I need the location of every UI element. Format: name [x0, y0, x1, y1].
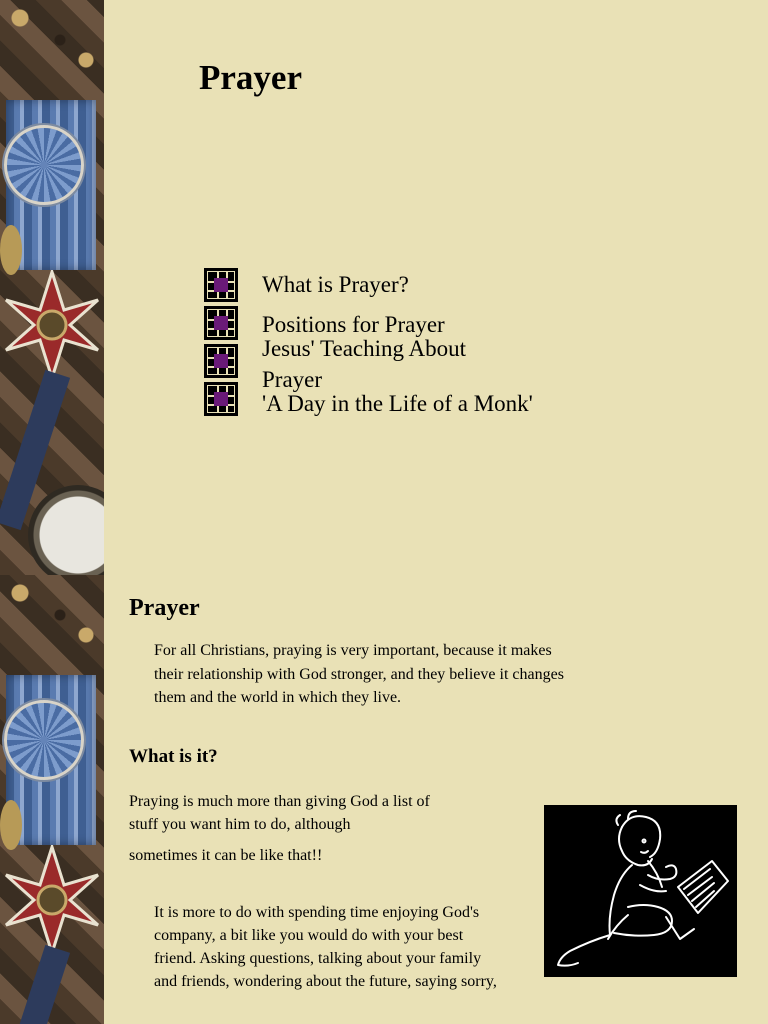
- medal-cross-icon: [4, 270, 100, 380]
- menu-item-positions-for-prayer[interactable]: Positions for Prayer: [262, 312, 445, 337]
- menu-item-jesus-teaching[interactable]: Jesus' Teaching About: [262, 336, 466, 361]
- menu-grid-icon[interactable]: [204, 306, 238, 340]
- subheading: What is it?: [129, 746, 218, 767]
- explanation-paragraph: It is more to do with spending time enjoying God's company, a bit like you would do with your best friend. Asking questions, talking about your family and friends, wondering about the future, saying sorry,: [154, 904, 497, 990]
- definition-text-end: sometimes it can be like that!!: [129, 847, 323, 864]
- praying-person-illustration: [544, 805, 737, 977]
- rosette-icon: [4, 700, 84, 780]
- intro-paragraph: For all Christians, praying is very important, because it makes their relationship with God stronger, and they believe it changes them and the world in which they live.: [154, 642, 564, 706]
- menu-grid-icon[interactable]: [204, 382, 238, 416]
- menu-item-prayer[interactable]: Prayer: [262, 367, 323, 392]
- page-title: Prayer: [199, 58, 302, 97]
- menu-item-what-is-prayer[interactable]: What is Prayer?: [262, 272, 409, 297]
- definition-paragraph: [129, 790, 459, 867]
- medal-cross-icon: [4, 845, 100, 955]
- menu-grid-icon[interactable]: [204, 344, 238, 378]
- section-title: Prayer: [129, 595, 200, 621]
- decorative-medal-strip: [0, 575, 104, 1024]
- menu-grid-icon[interactable]: [204, 268, 238, 302]
- slide-2: [0, 575, 768, 1024]
- rosette-icon: [4, 125, 84, 205]
- decorative-medal-strip: [0, 0, 104, 575]
- definition-text: Praying is much more than giving God a list of stuff you want him to do, although: [129, 793, 430, 833]
- menu-item-day-in-life-of-monk[interactable]: 'A Day in the Life of a Monk': [262, 391, 533, 416]
